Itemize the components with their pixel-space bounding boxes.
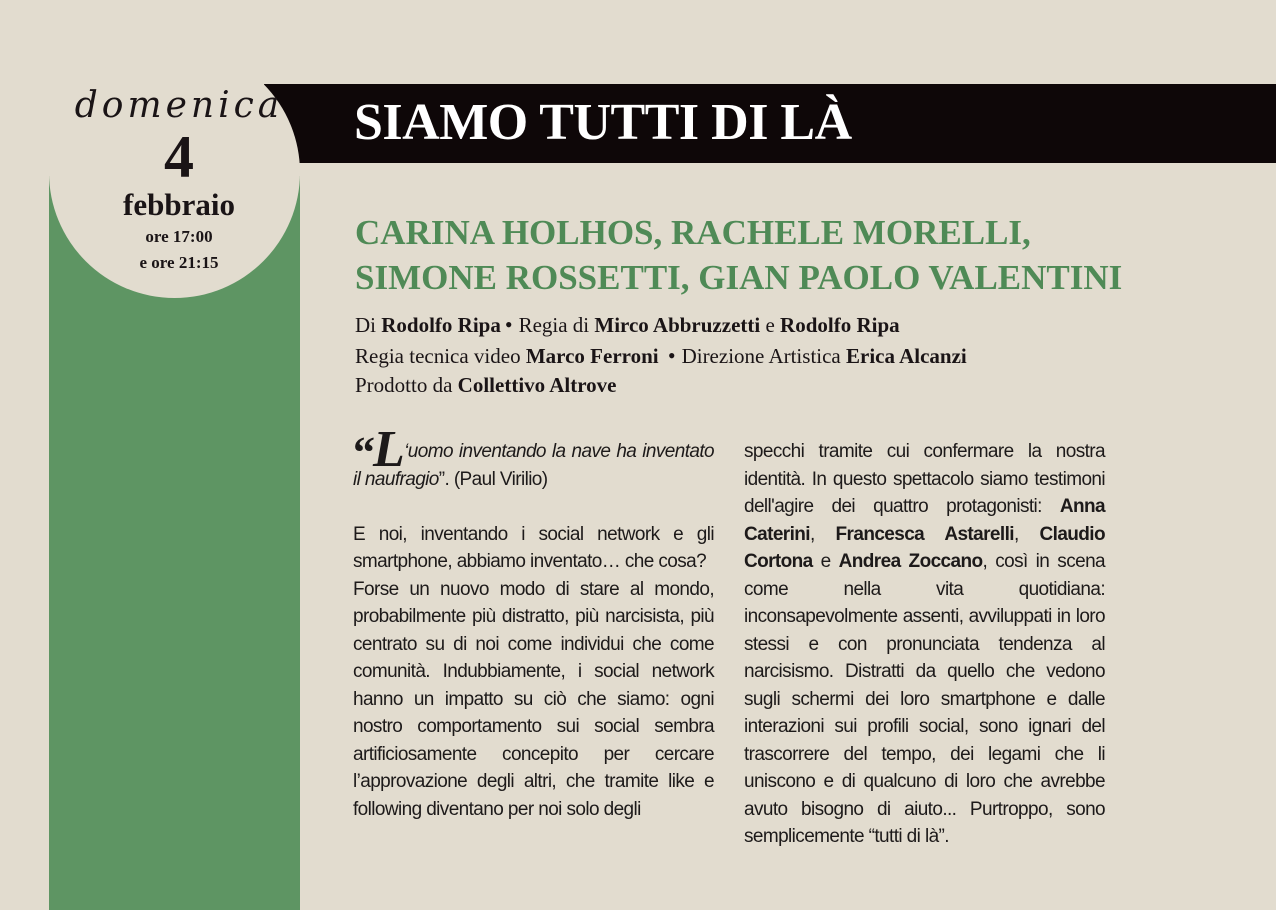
cast-line-1: CARINA HOLHOS, RACHELE MORELLI,	[355, 213, 1031, 252]
video-director-label: Regia tecnica video	[355, 343, 521, 368]
actor-separator-1: ,	[809, 523, 815, 545]
paragraph-continued-end: , così in scena come nella vita quotidiana: inconsapevolmente assenti, avviluppati in loro stessi e con pronunciata tendenza al narcisismo. Distratti da quello che vedono sugli schermi dei loro smartphone e dalle interazioni sui profili social, sono ignari del trascorrere del tempo, dei legami che li uniscono e di qualcuno di loro che avrebbe avuto bisogno di aiuto... Purtroppo, sono semplicemente “tutti di là”.	[744, 551, 1105, 847]
quote-text: ‘uomo inventando la nave ha inventato il naufragio	[353, 441, 714, 490]
drop-cap: L	[373, 421, 405, 478]
actor-separator-2: ,	[1013, 523, 1019, 545]
actor-name-1: Anna Caterini	[744, 496, 1105, 545]
paragraph-1: E noi, inventando i social network e gli smartphone, abbiamo inventato… che cosa?	[353, 523, 714, 572]
date-day: 4	[164, 124, 194, 190]
artistic-director-label: Direzione Artistica	[681, 343, 841, 368]
paragraph-gap	[353, 493, 714, 521]
actor-name-3: Claudio Cortona	[744, 523, 1105, 572]
date-block	[49, 80, 309, 276]
bullet-separator: •	[667, 342, 676, 368]
bullet-separator: •	[504, 312, 513, 337]
credits-line-1	[355, 310, 967, 341]
time-second: e ore 21:15	[139, 253, 219, 272]
producer-label: Prodotto da	[355, 373, 453, 397]
actor-separator-3: e	[820, 551, 831, 572]
credits	[355, 310, 967, 401]
show-title: SIAMO TUTTI DI LÀ	[354, 94, 852, 151]
quote-attribution: ”. (Paul Virilio)	[438, 468, 548, 490]
cast-line-2: SIMONE ROSSETTI, GIAN PAOLO VALENTINI	[355, 258, 1123, 297]
producer-name: Collettivo Altrove	[457, 373, 617, 397]
artistic-director-name: Erica Alcanzi	[846, 343, 967, 368]
time-first: ore 17:00	[145, 227, 213, 246]
body-column-left	[353, 421, 714, 823]
credits-line-2	[355, 341, 967, 372]
actor-name-4: Andrea Zoccano	[838, 551, 983, 572]
author-name: Rodolfo Ripa	[381, 313, 501, 337]
credits-line-3	[355, 371, 967, 401]
video-director-name: Marco Ferroni	[525, 343, 659, 368]
cast-list	[355, 210, 1122, 300]
opening-quote-mark: “	[353, 428, 373, 477]
director-name-1: Mirco Abbruzzetti	[594, 313, 761, 337]
actor-name-2: Francesca Astarelli	[835, 523, 1014, 545]
paragraph-continued	[744, 438, 1105, 851]
body-column-right	[744, 438, 1105, 851]
date-weekday: domenica	[74, 85, 284, 126]
epigraph-quote	[353, 421, 714, 493]
date-month: febbraio	[123, 187, 235, 222]
director-label: Regia di	[518, 313, 590, 337]
paragraph-continued-start: specchi tramite cui confermare la nostra identità. In questo spettacolo siamo testimoni dell'agire dei quattro protagonisti:	[744, 441, 1105, 517]
director-conjunction: e	[765, 313, 775, 337]
author-label: Di	[355, 313, 376, 337]
director-name-2: Rodolfo Ripa	[780, 313, 900, 337]
paragraph-2: Forse un nuovo modo di stare al mondo, probabilmente più distratto, più narcisista, più centrato su di noi come individui che come comunità. Indubbiamente, i social network hanno un impatto su ciò che siamo: ogni nostro comportamento sui social sembra artificiosamente concepito per cercare l’approvazione degli altri, che tramite like e following diventano per noi solo degli	[353, 578, 714, 820]
